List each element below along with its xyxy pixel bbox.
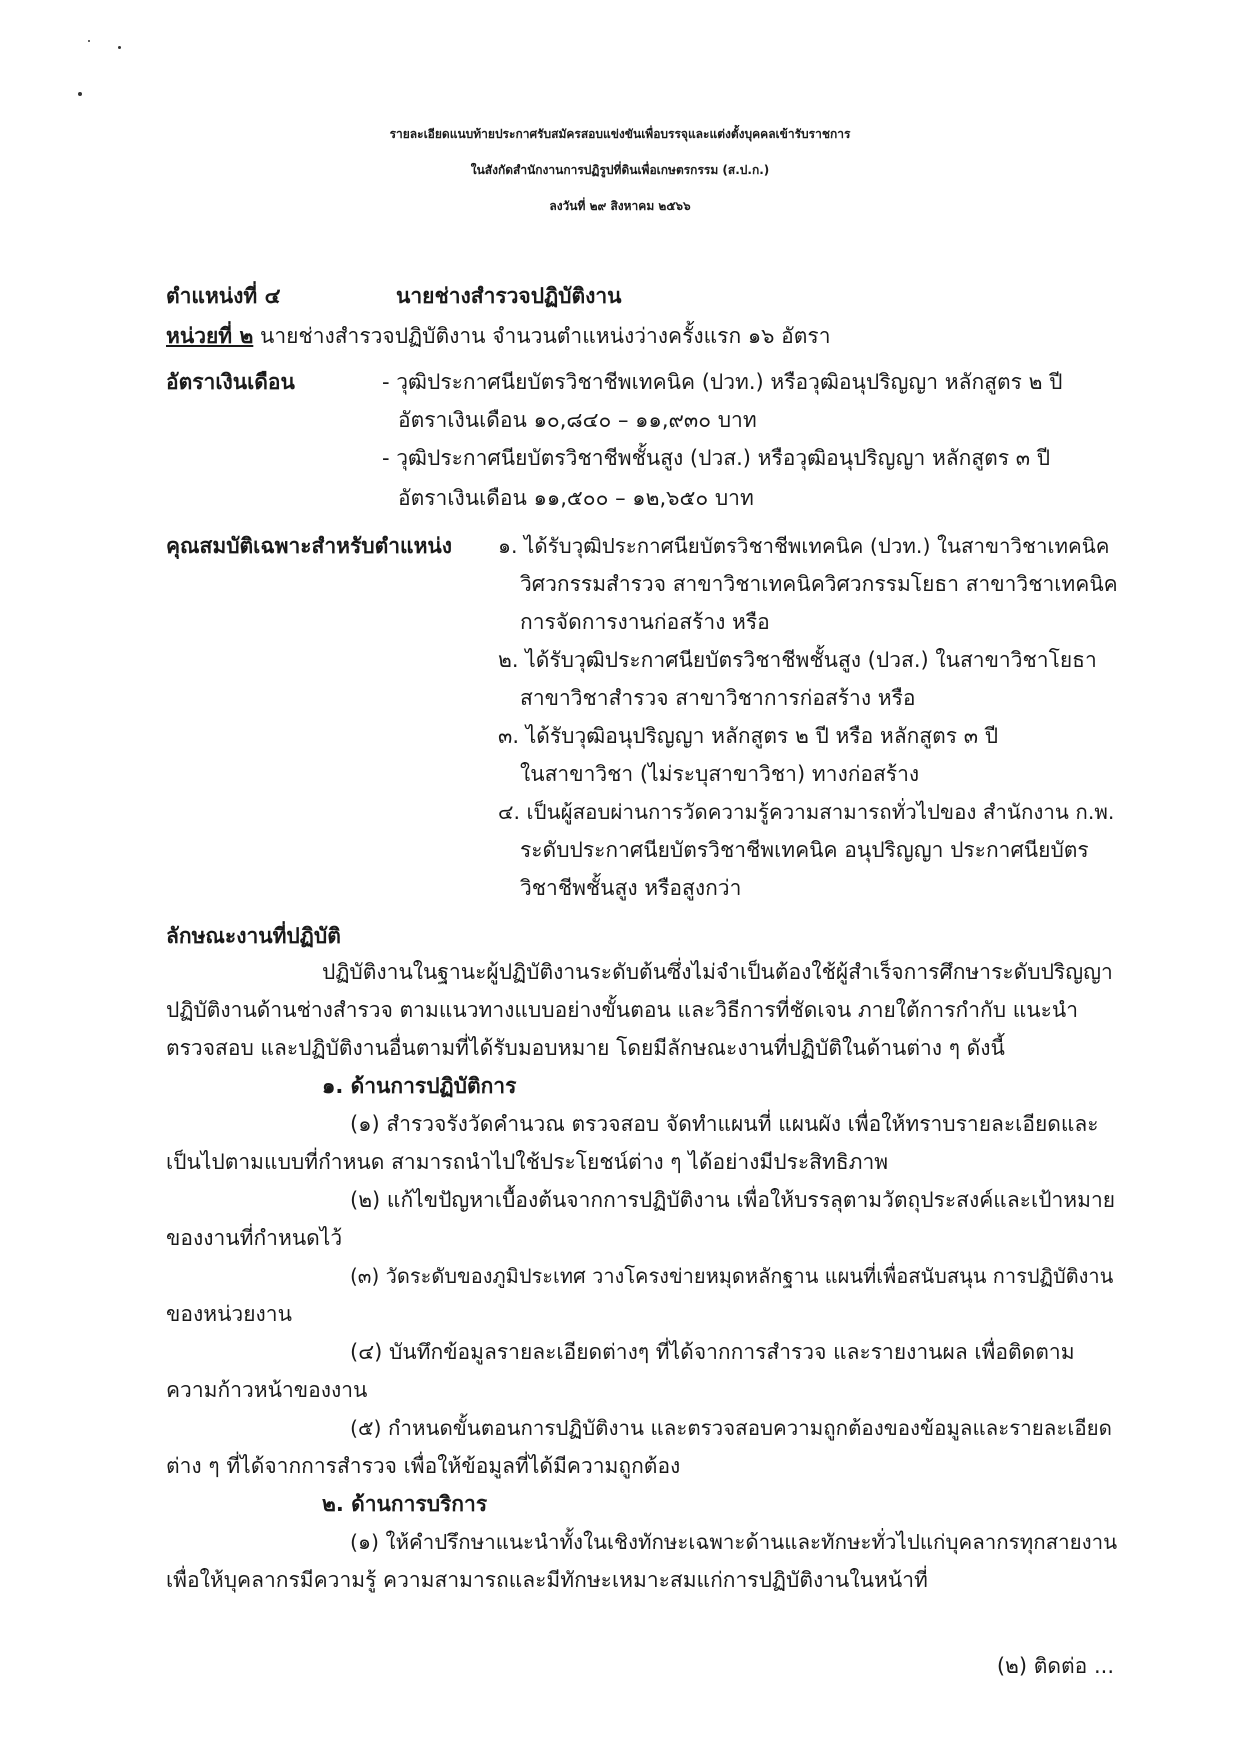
duty-item-line: (๒) แก้ไขปัญหาเบื้องต้นจากการปฏิบัติงาน เพื่อให้บรรลุตามวัตถุประสงค์และเป้าหมาย: [350, 1188, 1116, 1212]
duty-item-line: ต่าง ๆ ที่ได้จากการสำรวจ เพื่อให้ข้อมูลที่ได้มีความถูกต้อง: [166, 1454, 681, 1478]
duties-intro-line: ตรวจสอบ และปฏิบัติงานอื่นตามที่ได้รับมอบหมาย โดยมีลักษณะงานที่ปฏิบัติในด้านต่าง ๆ ดังนี้: [166, 1036, 1005, 1060]
qualifications-label: คุณสมบัติเฉพาะสำหรับตำแหน่ง: [166, 534, 453, 558]
unit-row: [166, 326, 831, 347]
section-1-heading: ๑. ด้านการปฏิบัติการ: [322, 1074, 517, 1098]
qualification-line: ๑. ได้รับวุฒิประกาศนียบัตรวิชาชีพเทคนิค (ปวท.) ในสาขาวิชาเทคนิค: [498, 534, 1110, 558]
duty-item-line: (๑) สำรวจรังวัดคำนวณ ตรวจสอบ จัดทำแผนที่ แผนผัง เพื่อให้ทราบรายละเอียดและ: [350, 1112, 1099, 1136]
qualification-line: ระดับประกาศนียบัตรวิชาชีพเทคนิค อนุปริญญา ประกาศนียบัตร: [520, 838, 1089, 862]
duties-intro-line: ปฏิบัติงานด้านช่างสำรวจ ตามแนวทางแบบอย่างขั้นตอน และวิธีการที่ชัดเจน ภายใต้การกำกับ แนะนำ: [166, 998, 1079, 1022]
unit-value: นายช่างสำรวจปฏิบัติงาน จำนวนตำแหน่งว่างครั้งแรก ๑๖ อัตรา: [259, 324, 831, 348]
duty-item-line: (๕) กำหนดขั้นตอนการปฏิบัติงาน และตรวจสอบความถูกต้องของข้อมูลและรายละเอียด: [350, 1416, 1112, 1440]
qualification-line: วิชาชีพชั้นสูง หรือสูงกว่า: [520, 876, 742, 900]
salary-line-1: - วุฒิประกาศนียบัตรวิชาชีพเทคนิค (ปวท.) หรือวุฒิอนุปริญญา หลักสูตร ๒ ปี: [382, 370, 1063, 394]
qualification-line: ๔. เป็นผู้สอบผ่านการวัดความรู้ความสามารถทั่วไปของ สำนักงาน ก.พ.: [498, 800, 1115, 824]
salary-line-3: - วุฒิประกาศนียบัตรวิชาชีพชั้นสูง (ปวส.) หรือวุฒิอนุปริญญา หลักสูตร ๓ ปี: [382, 446, 1051, 470]
qualification-line: ๒. ได้รับวุฒิประกาศนียบัตรวิชาชีพชั้นสูง (ปวส.) ในสาขาวิชาโยธา: [498, 648, 1097, 672]
section-2-heading: ๒. ด้านการบริการ: [322, 1492, 488, 1516]
header-line-1: รายละเอียดแนบท้ายประกาศรับสมัครสอบแข่งขันเพื่อบรรจุและแต่งตั้งบุคคลเข้ารับราชการ: [389, 127, 851, 141]
duties-heading: ลักษณะงานที่ปฏิบัติ: [166, 924, 341, 948]
duty-item-line: (๓) วัดระดับของภูมิประเทศ วางโครงข่ายหมุดหลักฐาน แผนที่เพื่อสนับสนุน การปฏิบัติงาน: [350, 1264, 1114, 1288]
duty-item-line: ของงานที่กำหนดไว้: [166, 1226, 343, 1250]
qualification-line: ในสาขาวิชา (ไม่ระบุสาขาวิชา) ทางก่อสร้าง: [520, 762, 920, 786]
continued-note: (๒) ติดต่อ ...: [996, 1654, 1114, 1678]
qualification-line: ๓. ได้รับวุฒิอนุปริญญา หลักสูตร ๒ ปี หรือ หลักสูตร ๓ ปี: [498, 724, 999, 748]
duty-item-line: ของหน่วยงาน: [166, 1302, 292, 1326]
position-title: นายช่างสำรวจปฏิบัติงาน: [396, 284, 622, 308]
duty-item-line: ความก้าวหน้าของงาน: [166, 1378, 368, 1402]
salary-line-4: อัตราเงินเดือน ๑๑,๕๐๐ – ๑๒,๖๕๐ บาท: [398, 486, 754, 510]
duty-item-line: เพื่อให้บุคลากรมีความรู้ ความสามารถและมีทักษะเหมาะสมแก่การปฏิบัติงานในหน้าที่: [166, 1568, 928, 1592]
scan-speck: [88, 40, 90, 42]
qualification-line: การจัดการงานก่อสร้าง หรือ: [520, 610, 770, 634]
salary-label: อัตราเงินเดือน: [166, 370, 295, 394]
header-date: ลงวันที่ ๒๙ สิงหาคม ๒๕๖๖: [549, 199, 691, 213]
unit-label: หน่วยที่ ๒: [166, 324, 254, 348]
scan-speck: [78, 92, 82, 96]
header-line-2: ในสังกัดสำนักงานการปฏิรูปที่ดินเพื่อเกษตรกรรม (ส.ป.ก.): [470, 163, 770, 177]
qualification-line: สาขาวิชาสำรวจ สาขาวิชาการก่อสร้าง หรือ: [520, 686, 916, 710]
scan-speck: [118, 46, 121, 49]
duties-intro-line: ปฏิบัติงานในฐานะผู้ปฏิบัติงานระดับต้นซึ่งไม่จำเป็นต้องใช้ผู้สำเร็จการศึกษาระดับปริญญา: [322, 960, 1113, 984]
duty-item-line: (๑) ให้คำปรึกษาแนะนำทั้งในเชิงทักษะเฉพาะด้านและทักษะทั่วไปแก่บุคลากรทุกสายงาน: [350, 1530, 1118, 1554]
qualification-line: วิศวกรรมสำรวจ สาขาวิชาเทคนิควิศวกรรมโยธา สาขาวิชาเทคนิค: [520, 572, 1118, 596]
salary-line-2: อัตราเงินเดือน ๑๐,๘๔๐ – ๑๑,๙๓๐ บาท: [398, 408, 757, 432]
position-label: ตำแหน่งที่ ๔: [166, 284, 281, 308]
duty-item-line: เป็นไปตามแบบที่กำหนด สามารถนำไปใช้ประโยชน์ต่าง ๆ ได้อย่างมีประสิทธิภาพ: [166, 1150, 889, 1174]
duty-item-line: (๔) บันทึกข้อมูลรายละเอียดต่างๆ ที่ได้จากการสำรวจ และรายงานผล เพื่อติดตาม: [350, 1340, 1075, 1364]
